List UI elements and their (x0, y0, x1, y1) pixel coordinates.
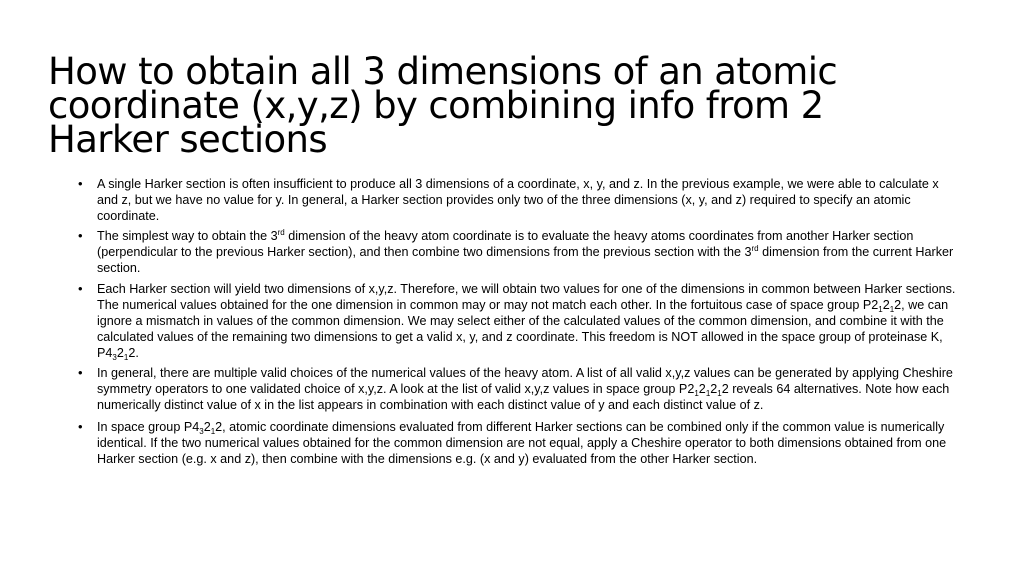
text-run: 2 (116, 346, 124, 360)
superscript: rd (751, 244, 759, 253)
bullet-list (78, 176, 958, 467)
text-run: Each Harker section will yield two dimensions of x,y,z. Therefore, we will obtain two values for one of the dimensions in common between Harker sections. The numerical values obtained for the one dimension in common may or may not match each other. In the fortuitous case of space group P2 (97, 282, 956, 312)
subscript: 1 (210, 427, 216, 436)
subscript: 1 (889, 305, 895, 314)
slide-title (48, 49, 948, 161)
bullet-marker: • (78, 281, 83, 296)
text-run: 2. (128, 346, 139, 360)
text-run: dimension from the current Harker section. (97, 245, 954, 275)
bullet-item (78, 228, 958, 276)
subscript: 1 (705, 389, 711, 398)
title-line: coordinate (x,y,z) by combining info from 2 (48, 83, 824, 127)
bullet-item (78, 419, 958, 467)
superscript: rd (277, 228, 285, 237)
subscript: 1 (694, 389, 699, 398)
text-run: 2 (203, 420, 211, 434)
bullet-text (97, 229, 953, 275)
bullet-item (78, 365, 958, 413)
bullet-marker: • (78, 228, 83, 243)
text-run: In general, there are multiple valid choices of the numerical values of the heavy atom. A list of all valid x,y,z values can be generated by applying Cheshire symmetry operators to one validated choice of x,y,z. A look at the list of valid x,y,z values in space group P2 (97, 366, 953, 396)
text-run: 2, atomic coordinate dimensions evaluated from different Harker sections can be combined only if the common value is numerically identical. If the two numerical values obtained for the common dimension are not equal, apply a Cheshire operator to both dimensions obtained from one Harker section (e.g. x and z), then combine with the dimensions e.g. (x and y) evaluated from the other Harker section. (97, 420, 947, 466)
title-line: How to obtain all 3 dimensions of an atomic (48, 49, 838, 93)
text-run: In space group P4 (97, 420, 200, 434)
bullet-text (97, 366, 953, 412)
bullet-marker: • (78, 419, 83, 434)
subscript: 3 (199, 427, 204, 436)
subscript: 3 (112, 353, 117, 362)
subscript: 1 (878, 305, 883, 314)
title-line: Harker sections (48, 117, 328, 161)
bullet-item (78, 176, 958, 224)
text-run: 2 (710, 382, 718, 396)
bullet-text: A single Harker section is often insufficient to produce all 3 dimensions of a coordinate, x, y, and z. In the previous example, we were able to calculate x and z, but we have no value for y. In general, a Harker section provides only two of the three dimensions (x, y, and z) required to specify an atomic coordinate. (97, 177, 939, 223)
subscript: 1 (123, 353, 129, 362)
subscript: 1 (717, 389, 722, 398)
bullet-marker: • (78, 365, 83, 380)
text-run: 2, we can ignore a mismatch in values of the common dimension. We may select either of the calculated values of the common dimension, and combine it with the calculated values of the remaining two dimensions to get a valid x, y, and z coordinate. This freedom is NOT allowed in the space group of proteinase K, P4 (97, 298, 949, 360)
text-run: The simplest way to obtain the 3 (97, 229, 278, 243)
text-run: 2 (882, 298, 890, 312)
text-run: 2 reveals 64 alternatives. Note how each numerically distinct value of x in the list appears in combination with each distinct value of y and each distinct value of z. (97, 382, 950, 412)
bullet-text (97, 420, 946, 466)
bullet-text (97, 282, 955, 360)
text-run: 2 (698, 382, 706, 396)
bullet-item (78, 281, 958, 361)
text-run: dimension of the heavy atom coordinate is to evaluate the heavy atoms coordinates from another Harker section (perpendicular to the previous Harker section), and then combine two dimensions from the previous section with the 3 (97, 229, 914, 259)
bullet-marker: • (78, 176, 83, 191)
